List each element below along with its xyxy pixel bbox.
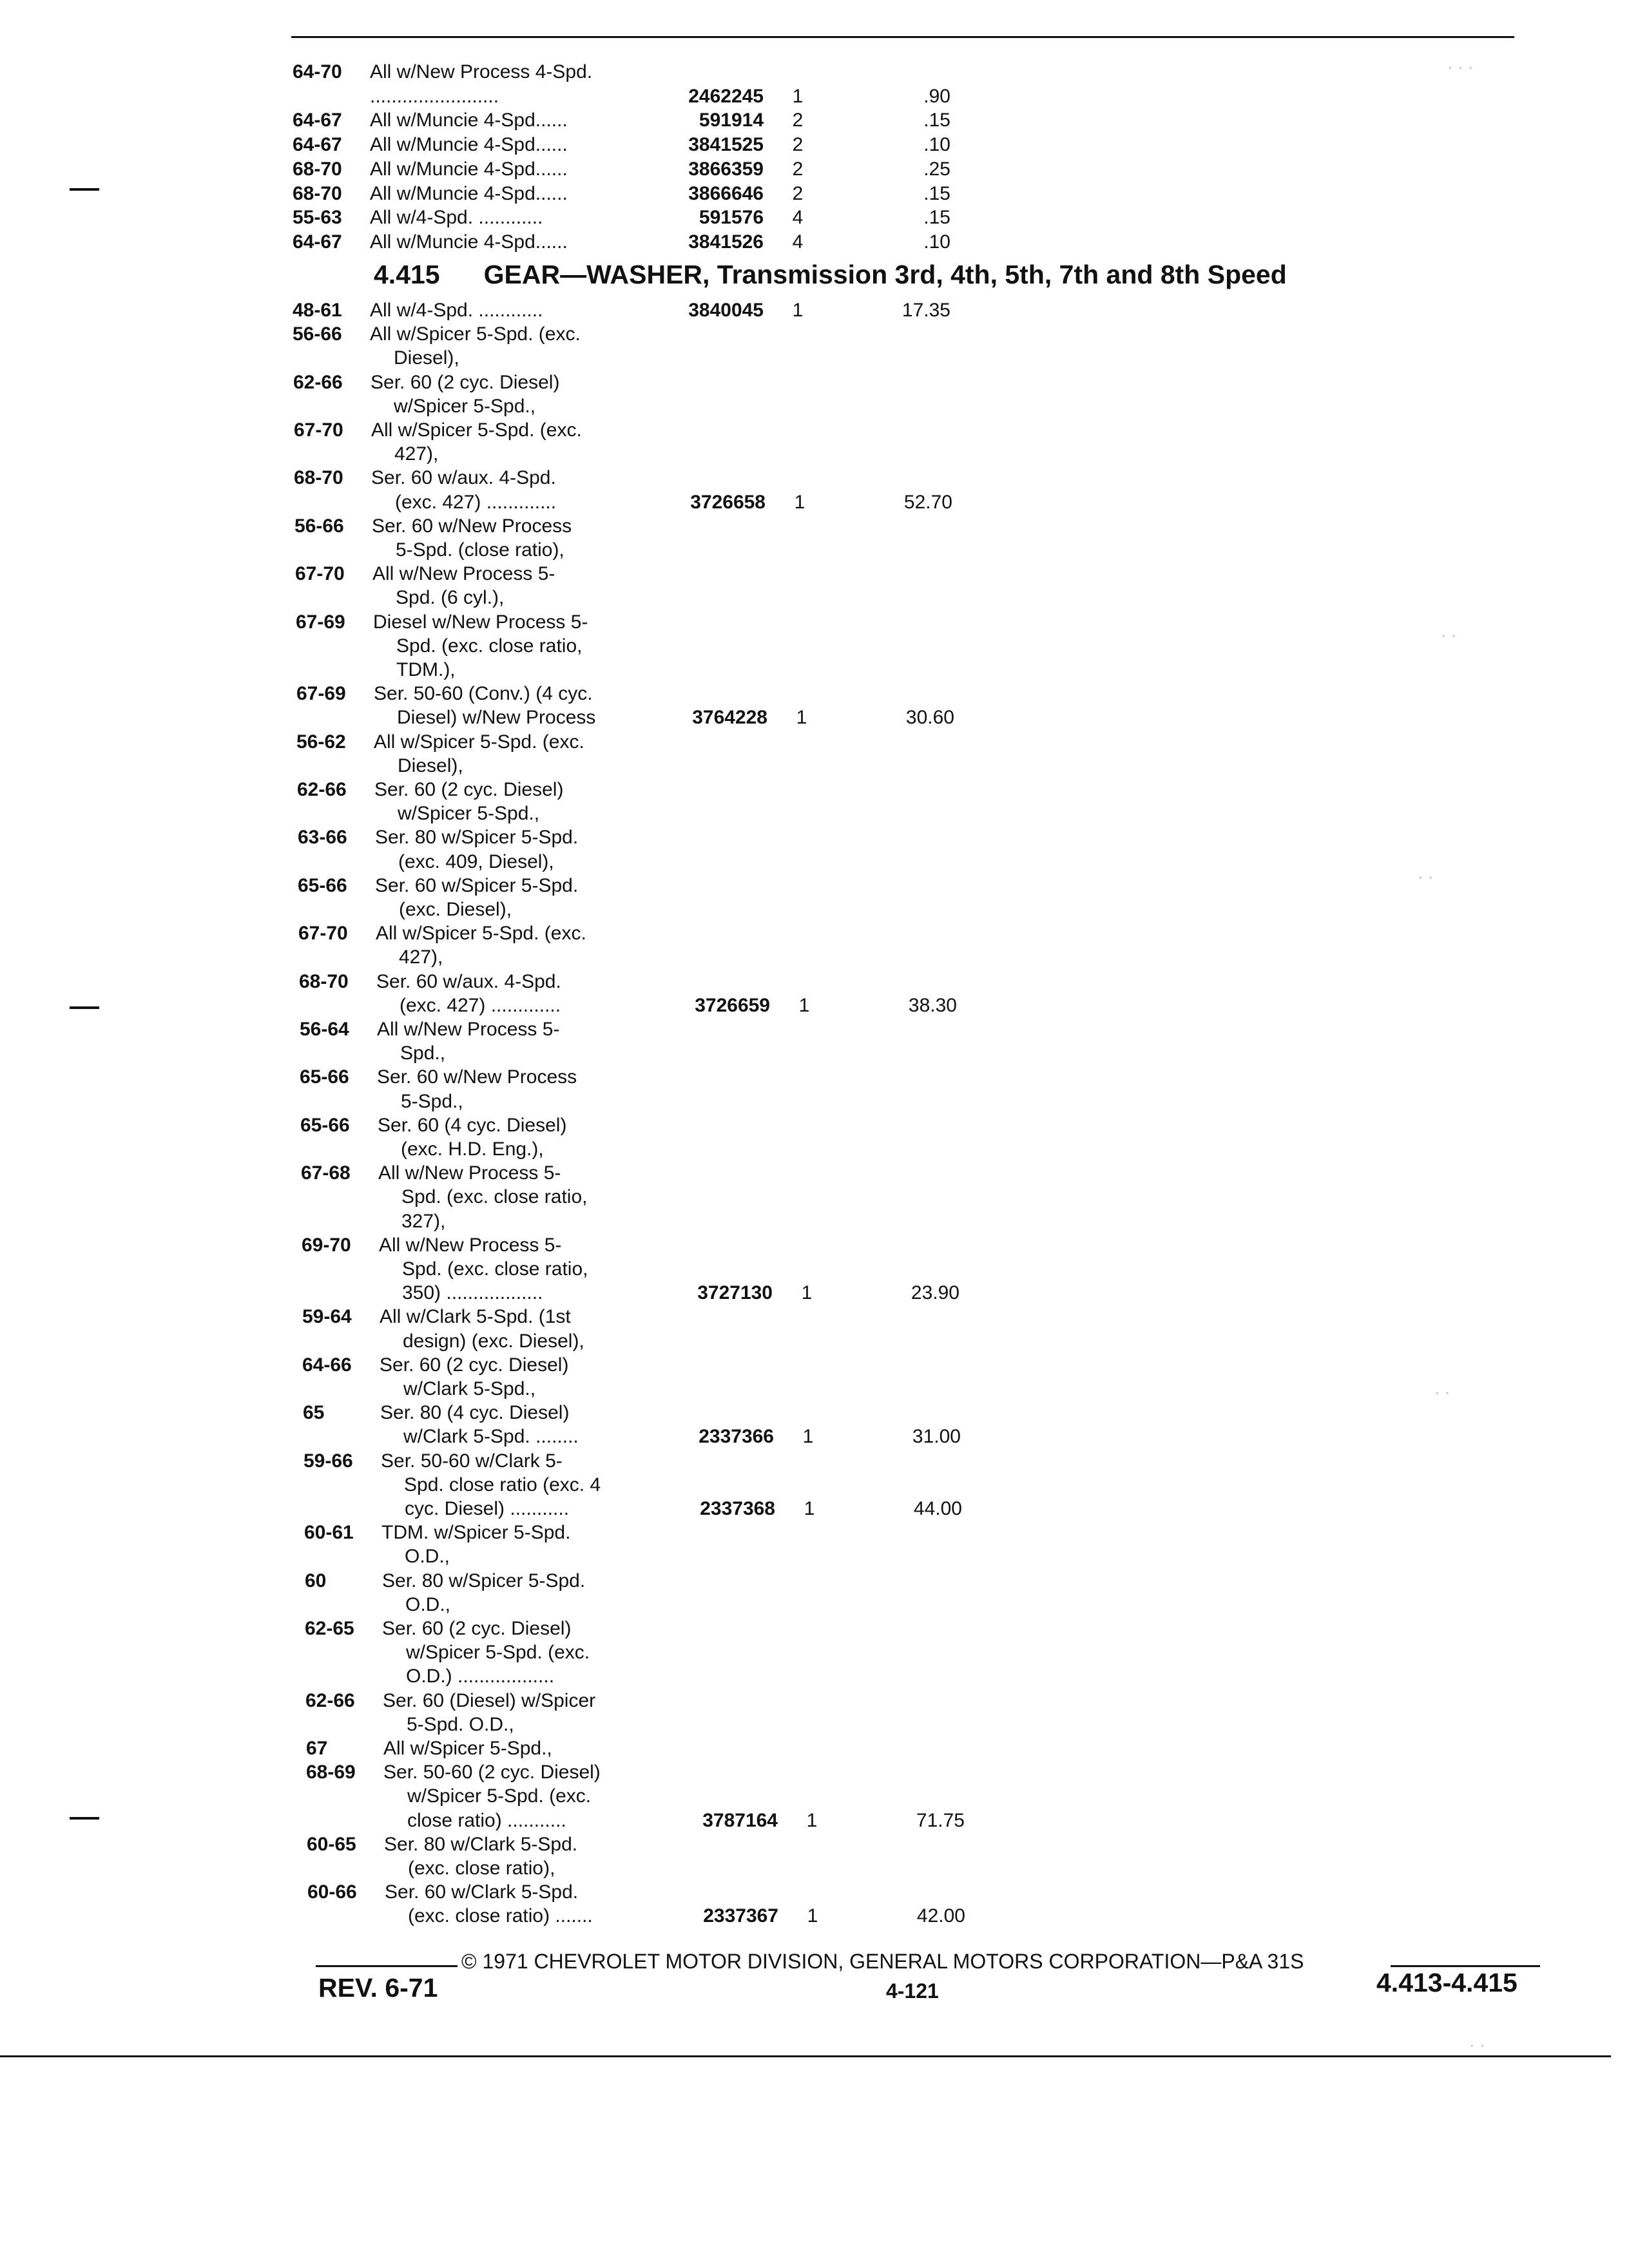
model-year: 67-70 (298, 923, 348, 945)
model-year: 56-64 (300, 1019, 349, 1040)
application: TDM.), (396, 659, 456, 680)
application: All w/New Process 5- (378, 1162, 561, 1184)
quantity: 2 (792, 158, 804, 180)
model-year: 65-66 (298, 874, 347, 896)
price: .10 (923, 134, 950, 156)
application: Ser. 60 w/New Process (372, 515, 572, 537)
model-year: 55-63 (293, 207, 342, 229)
price: .15 (923, 182, 950, 204)
application: w/Spicer 5-Spd., (394, 395, 536, 417)
application: Ser. 60 w/Spicer 5-Spd. (375, 874, 579, 896)
quantity: 4 (792, 207, 804, 229)
application: All w/4-Spd. ............ (370, 300, 543, 321)
part-number: 2462245 (688, 85, 764, 107)
model-year: 65-66 (300, 1114, 350, 1136)
model-year: 68-70 (293, 182, 342, 204)
application: (exc. 427) ............. (400, 994, 561, 1016)
price: .15 (923, 110, 950, 131)
application: 5-Spd. O.D., (407, 1713, 514, 1735)
model-year: 64-66 (302, 1354, 352, 1376)
part-number: 2337368 (700, 1498, 775, 1519)
scan-artifact: · · (1418, 867, 1434, 886)
section-title: GEAR—WASHER, Transmission 3rd, 4th, 5th, 7th and 8th Speed (483, 260, 1287, 289)
model-year: 60-65 (307, 1833, 356, 1855)
section-number: 4.415 (374, 260, 440, 289)
application: (exc. 409, Diesel), (398, 850, 554, 872)
application: Ser. 50-60 w/Clark 5- (381, 1450, 563, 1472)
model-year: 68-70 (299, 970, 349, 992)
application: All w/4-Spd. ............ (370, 207, 543, 229)
application: 327), (401, 1210, 446, 1232)
application: (exc. close ratio) ....... (408, 1905, 593, 1927)
quantity: 1 (804, 1498, 815, 1519)
application: Diesel), (394, 347, 459, 369)
application: w/Spicer 5-Spd. (exc. (406, 1642, 590, 1664)
model-year: 67-69 (296, 683, 346, 705)
model-year: 67-70 (295, 563, 345, 585)
quantity: 1 (806, 1809, 818, 1831)
price: .15 (923, 207, 950, 229)
price: 30.60 (905, 707, 954, 729)
model-year: 56-66 (293, 323, 342, 345)
part-number: 3840045 (688, 300, 764, 321)
quantity: 1 (798, 994, 810, 1016)
price: .10 (923, 231, 950, 253)
model-year: 64-67 (293, 110, 342, 131)
model-year: 60-66 (307, 1881, 357, 1903)
application: close ratio) ........... (407, 1809, 566, 1831)
model-year: 59-66 (304, 1450, 353, 1472)
application: Ser. 60 (Diesel) w/Spicer (383, 1689, 596, 1711)
model-year: 62-66 (297, 779, 347, 800)
model-year: 59-64 (302, 1306, 352, 1328)
part-number: 3787164 (702, 1809, 778, 1831)
application: All w/Spicer 5-Spd., (383, 1738, 552, 1759)
price: .25 (923, 158, 950, 180)
price: 44.00 (913, 1498, 962, 1519)
part-number: 591576 (699, 207, 764, 229)
quantity: 2 (792, 110, 804, 131)
model-year: 56-66 (294, 515, 344, 537)
application: Ser. 60 w/Clark 5-Spd. (385, 1881, 579, 1903)
model-year: 67-70 (294, 419, 343, 441)
footer-rule-left (316, 1965, 458, 1967)
application: Ser. 50-60 (2 cyc. Diesel) (383, 1762, 601, 1783)
application: Ser. 60 (2 cyc. Diesel) (374, 779, 564, 800)
part-number: 3726659 (695, 994, 770, 1016)
application: Ser. 60 (2 cyc. Diesel) (382, 1618, 572, 1639)
model-year: 62-65 (305, 1618, 354, 1639)
application: All w/New Process 5- (379, 1234, 562, 1256)
footer-section-range: 4.413-4.415 (1376, 1968, 1518, 1997)
application: All w/New Process 4-Spd. (370, 61, 593, 82)
application: O.D., (405, 1593, 451, 1615)
application: Spd. close ratio (exc. 4 (404, 1474, 601, 1495)
footer-page-number: 4-121 (886, 1979, 939, 2003)
application: 427), (399, 947, 443, 968)
application: Spd. (exc. close ratio, (396, 635, 583, 657)
model-year: 64-70 (293, 61, 342, 82)
application: All w/Muncie 4-Spd...... (370, 182, 568, 204)
application: 427), (394, 443, 439, 465)
application: Spd., (400, 1043, 446, 1064)
application: Ser. 60 (2 cyc. Diesel) (380, 1354, 569, 1376)
application: Diesel), (398, 754, 463, 776)
bottom-rule (0, 2055, 1611, 2057)
quantity: 1 (801, 1282, 813, 1304)
model-year: 67-68 (301, 1162, 351, 1184)
price: 52.70 (903, 491, 952, 513)
model-year: 60-61 (304, 1522, 354, 1544)
price: 17.35 (901, 300, 950, 321)
application: (exc. H.D. Eng.), (401, 1139, 544, 1160)
top-rule (291, 36, 1514, 38)
model-year: 64-67 (293, 231, 342, 253)
price: 31.00 (912, 1426, 961, 1448)
footer-revision: REV. 6-71 (318, 1973, 438, 2003)
price: 42.00 (916, 1905, 965, 1927)
model-year: 60 (305, 1570, 327, 1591)
model-year: 62-66 (305, 1689, 355, 1711)
application: Diesel) w/New Process (397, 707, 596, 729)
application: Ser. 80 (4 cyc. Diesel) (380, 1402, 570, 1424)
application: Ser. 50-60 (Conv.) (4 cyc. (374, 683, 593, 705)
application: O.D., (405, 1546, 450, 1568)
price: 38.30 (908, 994, 957, 1016)
application: All w/Muncie 4-Spd...... (370, 158, 568, 180)
application: w/Spicer 5-Spd. (exc. (407, 1785, 592, 1807)
model-year: 64-67 (293, 134, 342, 156)
application: O.D.) .................. (406, 1666, 555, 1687)
model-year: 69-70 (302, 1234, 351, 1256)
model-year: 68-70 (294, 467, 343, 489)
application: 5-Spd. (close ratio), (396, 539, 564, 561)
application: All w/Muncie 4-Spd...... (370, 110, 568, 131)
price: 71.75 (916, 1809, 965, 1831)
scan-artifact: · · · (1447, 57, 1474, 76)
application: All w/Clark 5-Spd. (1st (380, 1306, 571, 1328)
application: Ser. 80 w/Clark 5-Spd. (384, 1833, 578, 1855)
part-number: 3726658 (690, 491, 766, 513)
application: ........................ (370, 85, 499, 107)
application: design) (exc. Diesel), (403, 1330, 584, 1352)
part-number: 2337367 (703, 1905, 778, 1927)
application: Diesel w/New Process 5- (373, 611, 588, 633)
model-year: 67 (306, 1738, 328, 1759)
model-year: 68-69 (306, 1762, 356, 1783)
model-year: 68-70 (293, 158, 342, 180)
application: w/Spicer 5-Spd., (398, 803, 540, 825)
part-number: 3866646 (688, 182, 764, 204)
application: 350) .................. (402, 1282, 543, 1304)
application: 5-Spd., (401, 1090, 463, 1112)
application: Ser. 80 w/Spicer 5-Spd. (375, 827, 579, 849)
part-number: 3841526 (688, 231, 764, 253)
binding-mark-1 (70, 188, 99, 191)
application: All w/Spicer 5-Spd. (exc. (376, 923, 586, 945)
part-number: 3866359 (688, 158, 764, 180)
application: (exc. Diesel), (399, 899, 512, 920)
part-number: 3764228 (692, 707, 767, 729)
footer-rule-right (1391, 1965, 1540, 1967)
scan-artifact: · · (1441, 625, 1457, 644)
quantity: 1 (796, 707, 807, 729)
model-year: 56-62 (296, 731, 346, 753)
section-heading (374, 260, 1287, 290)
quantity: 1 (794, 491, 805, 513)
part-number: 2337366 (699, 1426, 774, 1448)
application: w/Clark 5-Spd., (403, 1378, 536, 1399)
application: Ser. 60 (4 cyc. Diesel) (378, 1114, 567, 1136)
quantity: 2 (792, 182, 804, 204)
scan-artifact: · · (1469, 2035, 1485, 2054)
application: w/Clark 5-Spd. ........ (403, 1426, 579, 1448)
application: All w/Spicer 5-Spd. (exc. (371, 419, 582, 441)
quantity: 1 (807, 1905, 818, 1927)
application: All w/Spicer 5-Spd. (exc. (370, 323, 581, 345)
application: Ser. 60 w/aux. 4-Spd. (371, 467, 556, 489)
application: Ser. 60 w/New Process (377, 1066, 577, 1088)
scan-artifact: · · (1434, 1382, 1451, 1401)
quantity: 1 (792, 85, 804, 107)
model-year: 67-69 (296, 611, 345, 633)
application: All w/New Process 5- (372, 563, 555, 585)
price: .90 (923, 85, 950, 107)
application: (exc. 427) ............. (395, 491, 557, 513)
application: TDM. w/Spicer 5-Spd. (381, 1522, 571, 1544)
binding-mark-3 (70, 1817, 99, 1820)
application: All w/Muncie 4-Spd...... (370, 231, 568, 253)
model-year: 65-66 (300, 1066, 349, 1088)
price: 23.90 (911, 1282, 959, 1304)
binding-mark-2 (70, 1006, 99, 1009)
model-year: 62-66 (293, 371, 343, 393)
quantity: 4 (792, 231, 804, 253)
application: Ser. 60 (2 cyc. Diesel) (371, 371, 560, 393)
model-year: 65 (303, 1402, 325, 1424)
quantity: 1 (802, 1426, 814, 1448)
application: Spd. (exc. close ratio, (402, 1258, 588, 1280)
application: cyc. Diesel) ........... (405, 1498, 570, 1519)
quantity: 2 (792, 134, 804, 156)
application: Ser. 80 w/Spicer 5-Spd. (382, 1570, 586, 1591)
part-number: 3841525 (688, 134, 764, 156)
footer-copyright: © 1971 CHEVROLET MOTOR DIVISION, GENERAL MOTORS CORPORATION—P&A 31S (461, 1950, 1304, 1973)
model-year: 63-66 (298, 827, 347, 849)
application: Spd. (6 cyl.), (396, 587, 505, 609)
application: (exc. close ratio), (408, 1858, 555, 1879)
part-number: 3727130 (697, 1282, 773, 1304)
model-year: 48-61 (293, 300, 342, 321)
part-number: 591914 (699, 110, 764, 131)
quantity: 1 (792, 300, 804, 321)
application: All w/Spicer 5-Spd. (exc. (374, 731, 584, 753)
application: Ser. 60 w/aux. 4-Spd. (376, 970, 561, 992)
application: Spd. (exc. close ratio, (401, 1186, 588, 1208)
application: All w/New Process 5- (377, 1019, 560, 1040)
application: All w/Muncie 4-Spd...... (370, 134, 568, 156)
